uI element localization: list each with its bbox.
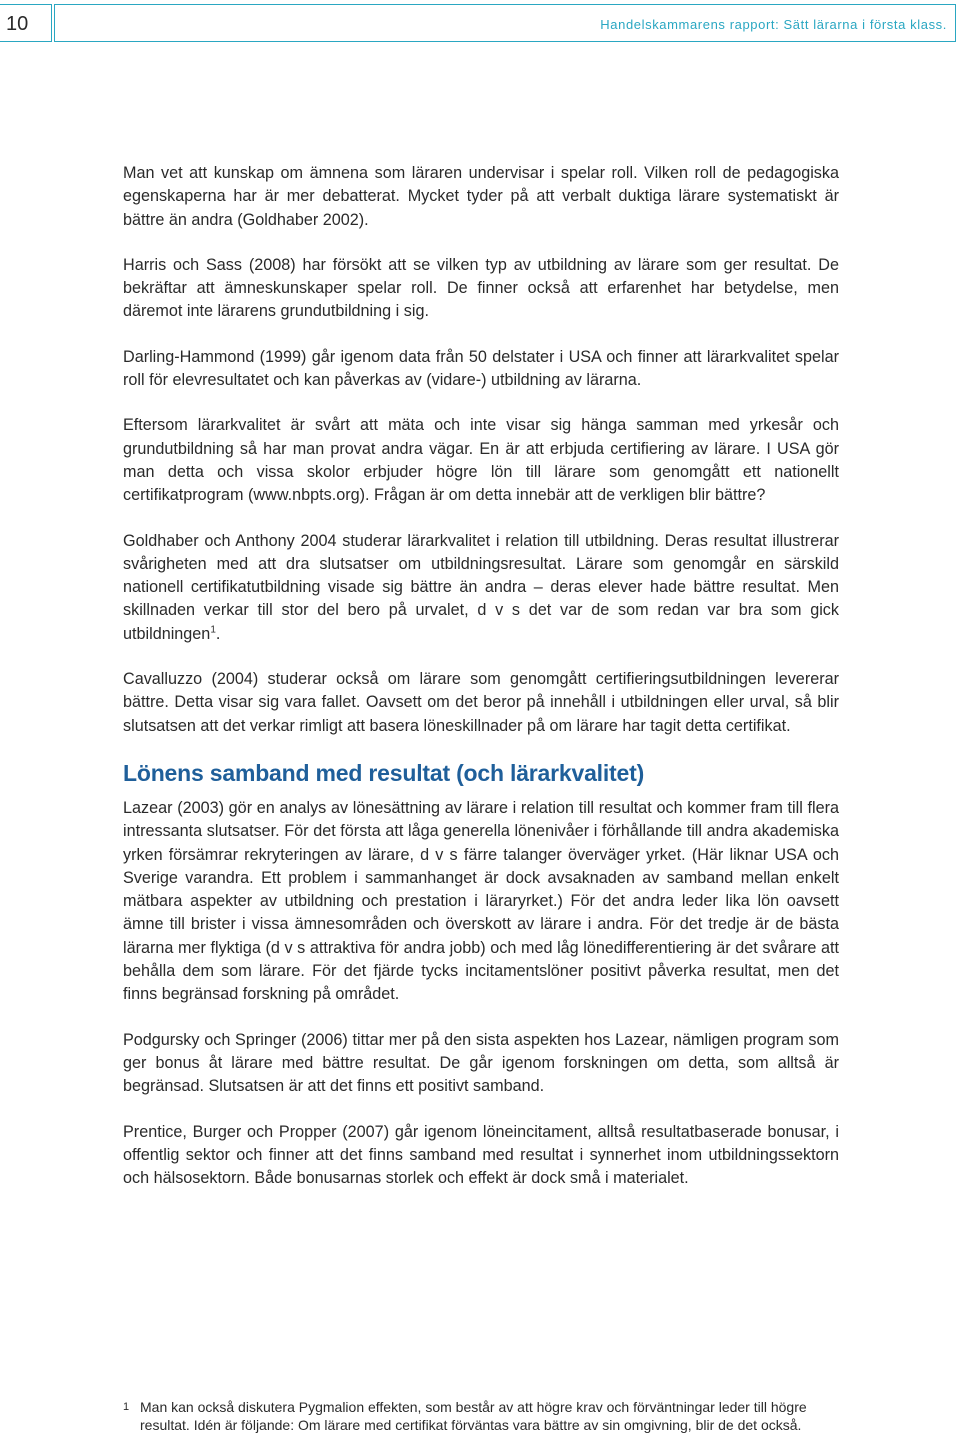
footnote-number: 1 xyxy=(123,1401,130,1413)
paragraph xyxy=(123,530,839,646)
paragraph: Darling-Hammond (1999) går igenom data från 50 delstater i USA och finner att lärarkvalitet spelar roll för elevresultatet och kan påverkas av (vidare-) utbildning av lärarna. xyxy=(123,347,839,390)
paragraph: Prentice, Burger och Propper (2007) går igenom löneincitament, alltså resultatbaserade bonusar, i offentlig sektor och finner att det finns samband med resultat i synnerhet inom utbildningssektorn och hälsosektorn. Både bonusarnas storlek och effekt är dock små i materialet. xyxy=(123,1122,839,1188)
paragraph-end: . xyxy=(215,624,221,643)
paragraph: Harris och Sass (2008) har försökt att se vilken typ av utbildning av lärare som ger resultat. De bekräftar att ämneskunskaper spelar roll. De finner också att erfarenhet har betydelse, men däremot inte lärarens grundutbildning i sig. xyxy=(123,255,839,321)
paragraph: Man vet att kunskap om ämnena som läraren undervisar i spelar roll. Vilken roll de pedagogiska egenskaperna har är mer debatterat. Mycket tyder på att verbalt duktiga lärare systematiskt är bättre än andra (Goldhaber 2002). xyxy=(123,164,839,229)
running-title-box xyxy=(54,4,956,42)
paragraph-text: Goldhaber och Anthony 2004 studerar lärarkvalitet i relation till utbildning. Deras resultat illustrerar svårigheten med att dra slutsatser om utbildningsresultat. Lärare som genomgår en särskild nationell certifikatutbildning visade sig bättre än andra – deras elever hade bättre resultat. Men skillnaden verkar till stor del bero på urvalet, d v s det var de som redan var bra som gick utbildningen xyxy=(123,531,839,643)
paragraph: Lazear (2003) gör en analys av lönesättning av lärare i relation till resultat och kommer fram till flera intressanta slutsatser. För det första att låga generella lönenivåer i förhållande till andra akademiska yrken försämrar rekryteringen av lärare, d v s färre talanger överväger yrket. (Här liknar USA och Sverige varandra. Ett problem i sammanhanget är dock avsaknaden av samband mellan enkelt mätbara aspekter av utbildning och prestation i läraryrket.) För det andra leder lika lön oavsett ämne till brister i vissa ämnesområden och överskott av lärare i andra. För det tredje är de bästa lärarna mer flyktiga (d v s attraktiva för andra jobb) och med låg lönedifferentiering är det svårare att behålla dem som lärare. För det fjärde tycks incitamentslöner positivt påverka resultat, men det finns begränsad forskning på området. xyxy=(123,798,839,1004)
main-content xyxy=(123,162,839,1212)
paragraph: Eftersom lärarkvalitet är svårt att mäta och inte visar sig hänga samman med yrkesår och grundutbildning så har man provat andra vägar. En är att erbjuda certifiering av lärare. I USA gör man detta och vissa skolor erbjuder högre lön till lärare som genomgått ett nationellt certifikatprogram (www.nbpts.org). Frågan är om detta innebär att de verkligen blir bättre? xyxy=(123,416,839,505)
footnote xyxy=(123,1398,828,1434)
page-number: 10 xyxy=(6,13,29,35)
paragraph: Cavalluzzo (2004) studerar också om lärare som genomgått certifieringsutbildningen levererar bättre. Detta visar sig vara fallet. Oavsett om det beror på innehåll i utbildningen eller urval, så blir slutsatsen att det verkar rimligt att basera löneskillnader på om lärare har tagit detta certifikat. xyxy=(123,670,839,735)
running-title: Handelskammarens rapport: Sätt lärarna i första klass. xyxy=(600,17,947,32)
footnote-text: Man kan också diskutera Pygmalion effekten, som består av att högre krav och förväntningar leder till högre resultat. Idén är följande: Om lärare med certifikat förväntas vara bättre av sin omgivning, blir de det också. xyxy=(140,1399,807,1433)
footnote-reference: 1 xyxy=(210,624,216,636)
paragraph: Podgursky och Springer (2006) tittar mer på den sista aspekten hos Lazear, nämligen program som ger bonus åt lärare med bättre resultat. De går igenom forskningen om detta, som alltså är begränsad. Slutsatsen är att det finns ett positivt samband. xyxy=(123,1030,839,1096)
page-number-box xyxy=(0,4,52,42)
section-heading: Lönens samband med resultat (och lärarkvalitet) xyxy=(123,759,645,786)
page-header xyxy=(0,0,960,46)
